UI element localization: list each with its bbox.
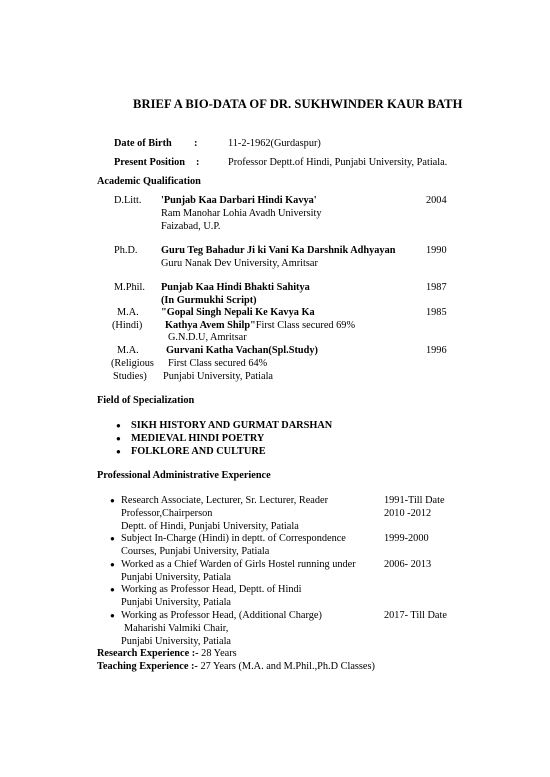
mphil-script: (In Gurmukhi Script) bbox=[161, 295, 257, 306]
bullet-icon: ● bbox=[116, 434, 121, 443]
experience-item-date: 1991-Till Date bbox=[384, 495, 445, 506]
experience-item-line: Courses, Punjabi University, Patiala bbox=[121, 546, 270, 557]
dob-label: Date of Birth bbox=[114, 138, 172, 149]
experience-item-line: Punjabi University, Patiala bbox=[121, 597, 232, 608]
ma-religious-subject: (Religious bbox=[111, 358, 154, 369]
mphil-degree: M.Phil. bbox=[114, 282, 145, 293]
phd-university: Guru Nanak Dev University, Amritsar bbox=[161, 258, 318, 269]
ma-religious-thesis: Gurvani Katha Vachan(Spl.Study) bbox=[166, 345, 318, 356]
ma-hindi-thesis: "Gopal Singh Nepali Ke Kavya Ka bbox=[161, 307, 315, 318]
research-value: 28 Years bbox=[198, 648, 237, 659]
research-label: Research Experience :- bbox=[97, 648, 199, 659]
ma-religious-university: Punjabi University, Patiala bbox=[163, 371, 274, 382]
experience-item-line: Maharishi Valmiki Chair, bbox=[124, 623, 229, 634]
ma-hindi-class: First Class secured 69% bbox=[255, 320, 356, 331]
specialization-heading: Field of Specialization bbox=[97, 395, 195, 406]
phd-year: 1990 bbox=[426, 245, 447, 256]
teaching-value: 27 Years (M.A. and M.Phil.,Ph.D Classes) bbox=[197, 661, 375, 672]
experience-item-date: 2017- Till Date bbox=[384, 610, 447, 621]
page-title: BRIEF A BIO-DATA OF DR. SUKHWINDER KAUR BATH bbox=[133, 97, 463, 111]
bullet-icon: ● bbox=[110, 496, 115, 505]
ma-religious-class: First Class secured 64% bbox=[168, 358, 268, 369]
mphil-thesis: Punjab Kaa Hindi Bhakti Sahitya bbox=[161, 282, 310, 293]
bullet-icon: ● bbox=[110, 534, 115, 543]
experience-item-line: Research Associate, Lecturer, Sr. Lecturer, Reader bbox=[121, 495, 329, 506]
ma-religious-year: 1996 bbox=[426, 345, 447, 356]
bullet-icon: ● bbox=[116, 421, 121, 430]
ma-hindi-year: 1985 bbox=[426, 307, 447, 318]
experience-heading: Professional Administrative Experience bbox=[97, 470, 271, 481]
dob-colon: : bbox=[194, 138, 198, 149]
teaching-label: Teaching Experience :- bbox=[97, 661, 198, 672]
specialization-item: MEDIEVAL HINDI POETRY bbox=[131, 433, 265, 444]
ma-hindi-thesis-cont: Kathya Avem Shilp" bbox=[165, 320, 256, 331]
experience-item-date: 1999-2000 bbox=[384, 533, 429, 544]
ma-hindi-thesis-line2 bbox=[165, 320, 355, 332]
experience-item-line: Punjabi University, Patiala bbox=[121, 636, 232, 647]
dlitt-thesis: 'Punjab Kaa Darbari Hindi Kavya' bbox=[161, 195, 317, 206]
mphil-year: 1987 bbox=[426, 282, 447, 293]
experience-item-line: Deptt. of Hindi, Punjabi University, Patiala bbox=[121, 521, 299, 532]
research-experience bbox=[97, 648, 237, 660]
dlitt-location: Faizabad, U.P. bbox=[161, 221, 221, 232]
ma-hindi-subject: (Hindi) bbox=[112, 320, 143, 331]
academic-heading: Academic Qualification bbox=[97, 176, 201, 187]
experience-item-line: Working as Professor Head, (Additional Charge) bbox=[121, 610, 322, 621]
experience-item-line: Working as Professor Head, Deptt. of Hindi bbox=[121, 584, 302, 595]
ma-hindi-degree: M.A. bbox=[117, 307, 139, 318]
experience-item-line: Punjabi University, Patiala bbox=[121, 572, 232, 583]
bullet-icon: ● bbox=[116, 447, 121, 456]
teaching-experience bbox=[97, 661, 375, 673]
position-colon: : bbox=[196, 157, 200, 168]
experience-item-date: 2010 -2012 bbox=[384, 508, 432, 519]
experience-item-line: Worked as a Chief Warden of Girls Hostel running under bbox=[121, 559, 356, 570]
phd-thesis: Guru Teg Bahadur Ji ki Vani Ka Darshnik Adhyayan bbox=[161, 245, 396, 256]
ma-hindi-university: G.N.D.U, Amritsar bbox=[168, 332, 247, 343]
bullet-icon: ● bbox=[110, 560, 115, 569]
position-label: Present Position bbox=[114, 157, 186, 168]
phd-degree: Ph.D. bbox=[114, 245, 138, 256]
specialization-item: FOLKLORE AND CULTURE bbox=[131, 446, 266, 457]
experience-item-line: Subject In-Charge (Hindi) in deptt. of Correspondence bbox=[121, 533, 346, 544]
position-value: Professor Deptt.of Hindi, Punjabi University, Patiala. bbox=[228, 157, 448, 168]
dlitt-degree: D.Litt. bbox=[114, 195, 142, 206]
dlitt-year: 2004 bbox=[426, 195, 447, 206]
ma-religious-subject-cont: Studies) bbox=[113, 371, 147, 382]
dob-value: 11-2-1962(Gurdaspur) bbox=[228, 138, 321, 149]
bullet-icon: ● bbox=[110, 611, 115, 620]
dlitt-university: Ram Manohar Lohia Avadh University bbox=[161, 208, 322, 219]
ma-religious-degree: M.A. bbox=[117, 345, 139, 356]
experience-item-date: 2006- 2013 bbox=[384, 559, 432, 570]
experience-item-line: Professor,Chairperson bbox=[121, 508, 213, 519]
specialization-item: SIKH HISTORY AND GURMAT DARSHAN bbox=[131, 420, 333, 431]
bullet-icon: ● bbox=[110, 585, 115, 594]
